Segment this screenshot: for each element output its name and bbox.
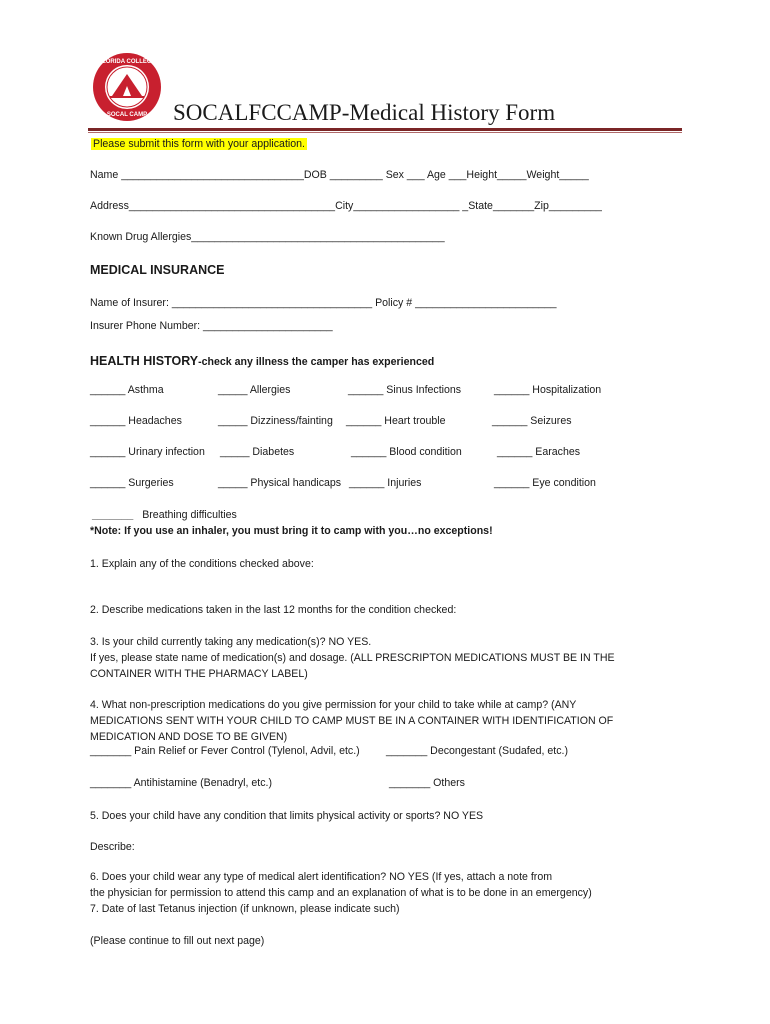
title-rule (88, 128, 682, 131)
question-5: 5. Does your child have any condition that limits physical activity or sports? NO YES (90, 810, 484, 822)
question-3-line-3: CONTAINER WITH THE PHARMACY LABEL) (90, 668, 308, 680)
question-4-line-2: MEDICATIONS SENT WITH YOUR CHILD TO CAMP MUST BE IN A CONTAINER WITH IDENTIFICATION OF (90, 715, 614, 727)
title-rule-thin (88, 132, 682, 133)
question-4-line-1: 4. What non-prescription medications do you give permission for your child to take while at camp? (ANY (90, 699, 577, 711)
camp-logo (92, 52, 162, 122)
svg-text:FLORIDA COLLEGE: FLORIDA COLLEGE (98, 59, 156, 65)
illness-hospitalization[interactable]: ______ Hospitalization (494, 384, 602, 396)
question-2: 2. Describe medications taken in the last 12 months for the condition checked: (90, 604, 457, 616)
submit-note: Please submit this form with your application. (93, 138, 305, 150)
question-6-line-2: the physician for permission to attend this camp and an explanation of what is to be done in an emergency) (90, 887, 592, 899)
page-title: SOCALFCCAMP-Medical History Form (173, 100, 556, 125)
illness-sinus[interactable]: ______ Sinus Infections (348, 384, 462, 396)
illness-handicaps[interactable]: _____ Physical handicaps (218, 477, 342, 489)
drug-allergies-line[interactable]: Known Drug Allergies___________________________________________ (90, 231, 445, 243)
illness-allergies[interactable]: _____ Allergies (218, 384, 291, 396)
insurance-heading: MEDICAL INSURANCE (90, 263, 225, 277)
question-3-line-2: If yes, please state name of medication(s) and dosage. (ALL PRESCRIPTON MEDICATIONS MUST BE IN THE (90, 652, 615, 664)
inhaler-note: *Note: If you use an inhaler, you must bring it to camp with you…no exceptions! (90, 525, 493, 537)
med-antihistamine[interactable]: _______ Antihistamine (Benadryl, etc.) (90, 777, 272, 789)
insurer-phone-line[interactable]: Insurer Phone Number: ______________________ (90, 320, 333, 332)
question-3 (90, 634, 615, 682)
illness-diabetes[interactable]: _____ Diabetes (220, 446, 295, 458)
med-others[interactable]: _______ Others (389, 777, 465, 789)
question-4 (90, 697, 613, 745)
illness-eye[interactable]: ______ Eye condition (494, 477, 596, 489)
address-line[interactable]: Address___________________________________City__________________ _State_______Zip_________ (90, 200, 602, 212)
illness-heart[interactable]: ______ Heart trouble (346, 415, 446, 427)
illness-surgeries[interactable]: ______ Surgeries (90, 477, 174, 489)
name-dob-line[interactable]: Name _______________________________DOB _________ Sex ___ Age ___Height_____Weight_____ (90, 169, 589, 181)
question-6-line-1: 6. Does your child wear any type of medical alert identification? NO YES (If yes, attach a note from (90, 871, 553, 883)
describe-label: Describe: (90, 841, 135, 853)
illness-blood[interactable]: ______ Blood condition (351, 446, 462, 458)
question-7: 7. Date of last Tetanus injection (if unknown, please indicate such) (90, 903, 400, 915)
illness-earaches[interactable]: ______ Earaches (497, 446, 581, 458)
question-1: 1. Explain any of the conditions checked above: (90, 558, 314, 570)
health-history-heading (90, 352, 434, 370)
insurer-line[interactable]: Name of Insurer: __________________________________ Policy # ________________________ (90, 297, 557, 309)
illness-urinary[interactable]: ______ Urinary infection (90, 446, 205, 458)
illness-injuries[interactable]: ______ Injuries (349, 477, 422, 489)
illness-headaches[interactable]: ______ Headaches (90, 415, 182, 427)
question-4-line-3: MEDICATION AND DOSE TO BE GIVEN) (90, 731, 288, 743)
breathing-label: Breathing difficulties (142, 509, 237, 521)
question-3-line-1: 3. Is your child currently taking any medication(s)? NO YES. (90, 636, 372, 648)
health-heading-sub: -check any illness the camper has experienced (198, 356, 435, 368)
svg-text:SOCAL CAMP: SOCAL CAMP (106, 112, 148, 118)
illness-seizures[interactable]: ______ Seizures (492, 415, 572, 427)
med-pain-relief[interactable]: _______ Pain Relief or Fever Control (Tylenol, Advil, etc.) (90, 745, 360, 757)
med-decongestant[interactable]: _______ Decongestant (Sudafed, etc.) (386, 745, 568, 757)
illness-asthma[interactable]: ______ Asthma (90, 384, 164, 396)
continue-note: (Please continue to fill out next page) (90, 935, 265, 947)
question-6 (90, 869, 592, 917)
illness-dizziness[interactable]: _____ Dizziness/fainting (218, 415, 333, 427)
illness-breathing[interactable] (92, 509, 237, 521)
health-heading-main: HEALTH HISTORY (90, 354, 199, 368)
breathing-blank[interactable]: _______ (92, 509, 134, 521)
